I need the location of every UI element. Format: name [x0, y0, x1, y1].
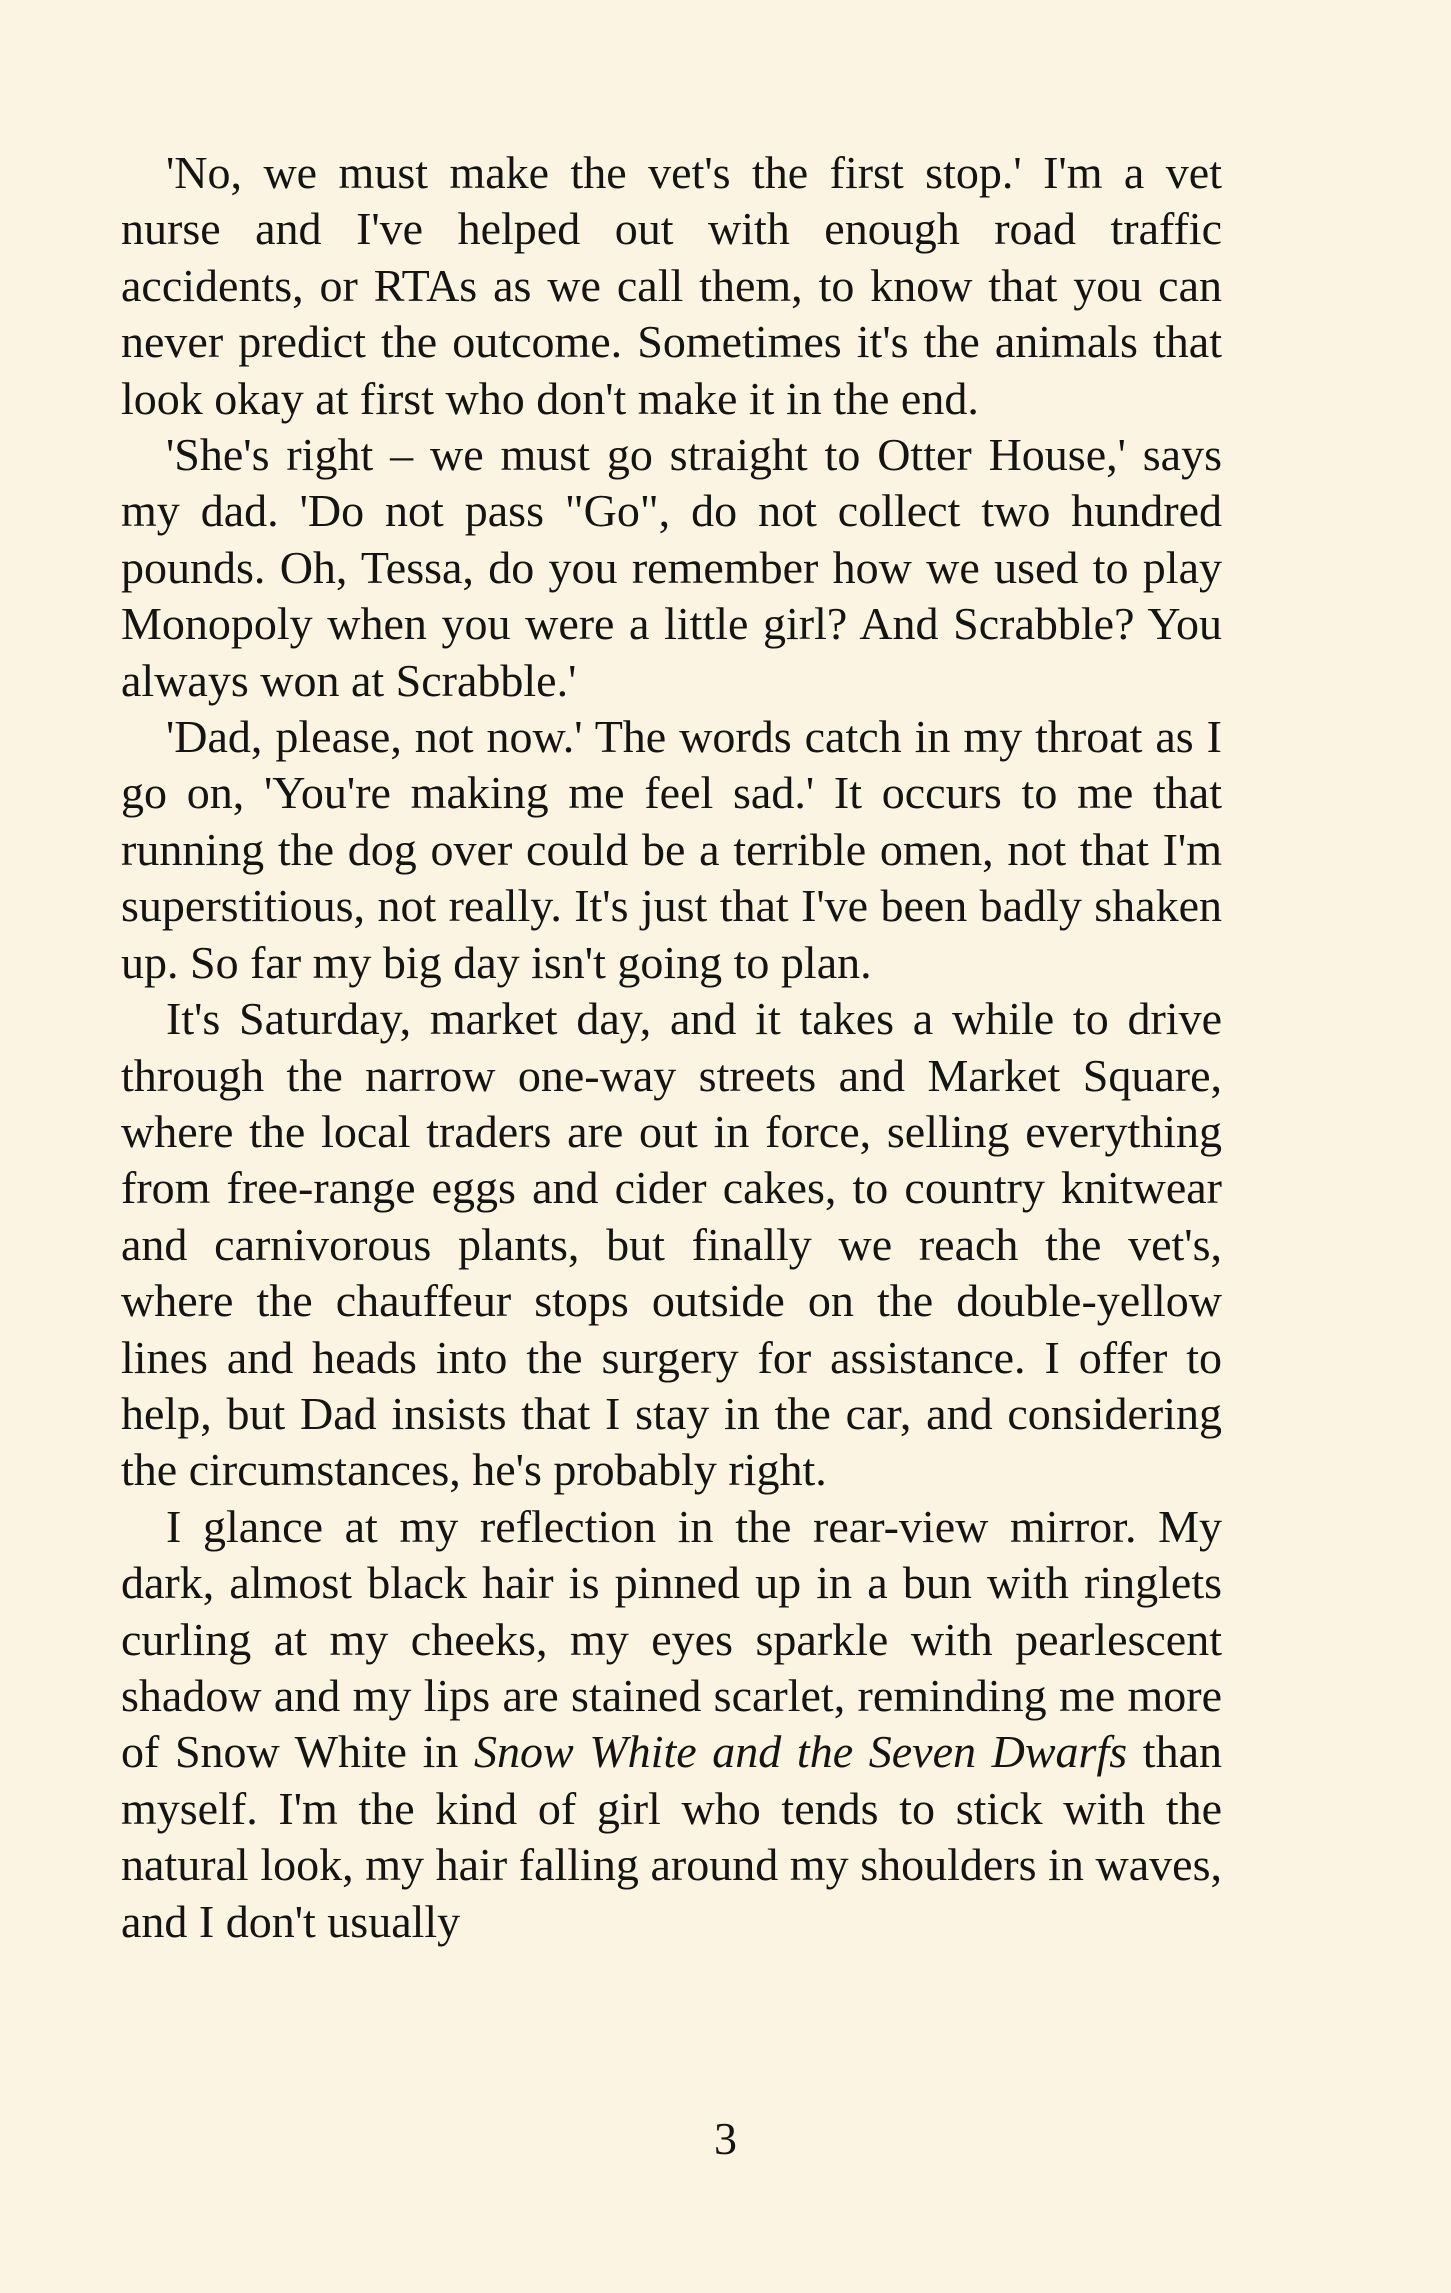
paragraph-3 [121, 709, 1222, 991]
paragraph-5 [121, 1499, 1222, 1950]
paragraph-1 [121, 145, 1222, 427]
paragraph-text: 'Dad, please, not now.' The words catch in my throat as I go on, 'You're making me feel sad.' It occurs to me that running the dog over could be a terrible omen, not that I'm superstitious, not really. It's just that I've been badly shaken up. So far my big day isn't going to plan. [121, 711, 1222, 988]
book-title-italic: Snow White and the Seven Dwarfs [474, 1726, 1128, 1778]
paragraph-text: It's Saturday, market day, and it takes a while to drive through the narrow one-way streets and Market Square, where the local traders are out in force, selling everything from free-range eggs and cider cakes, to country knitwear and carnivorous plants, but finally we reach the vet's, where the chauffeur stops outside on the double-yellow lines and heads into the surgery for assistance. I offer to help, but Dad insists that I stay in the car, and considering the circumstances, he's probably right. [121, 993, 1222, 1496]
body-text [121, 145, 1222, 1950]
paragraph-2 [121, 427, 1222, 709]
page-number: 3 [714, 2113, 737, 2164]
paragraph-text: than myself. I'm the kind of girl who tends to stick with the natural look, my hair falling around my shoulders in waves, and I don't usually [121, 1726, 1222, 1947]
paragraph-4 [121, 991, 1222, 1499]
paragraph-text: I glance at my reflection in the rear-view mirror. My dark, almost black hair is pinned up in a bun with ringlets curling at my cheeks, my eyes sparkle with pearlescent shadow and my lips are stained scarlet, reminding me more of Snow White in [121, 1500, 1222, 1778]
paragraph-text: 'No, we must make the vet's the first stop.' I'm a vet nurse and I've helped out with enough road traffic accidents, or RTAs as we call them, to know that you can never predict the outcome. Sometimes it's the animals that look okay at first who don't make it in the end. [121, 147, 1222, 424]
paragraph-text: 'She's right – we must go straight to Otter House,' says my dad. 'Do not pass "Go", do not collect two hundred pounds. Oh, Tessa, do you remember how we used to play Monopoly when you were a little girl? And Scrabble? You always won at Scrabble.' [121, 429, 1222, 706]
